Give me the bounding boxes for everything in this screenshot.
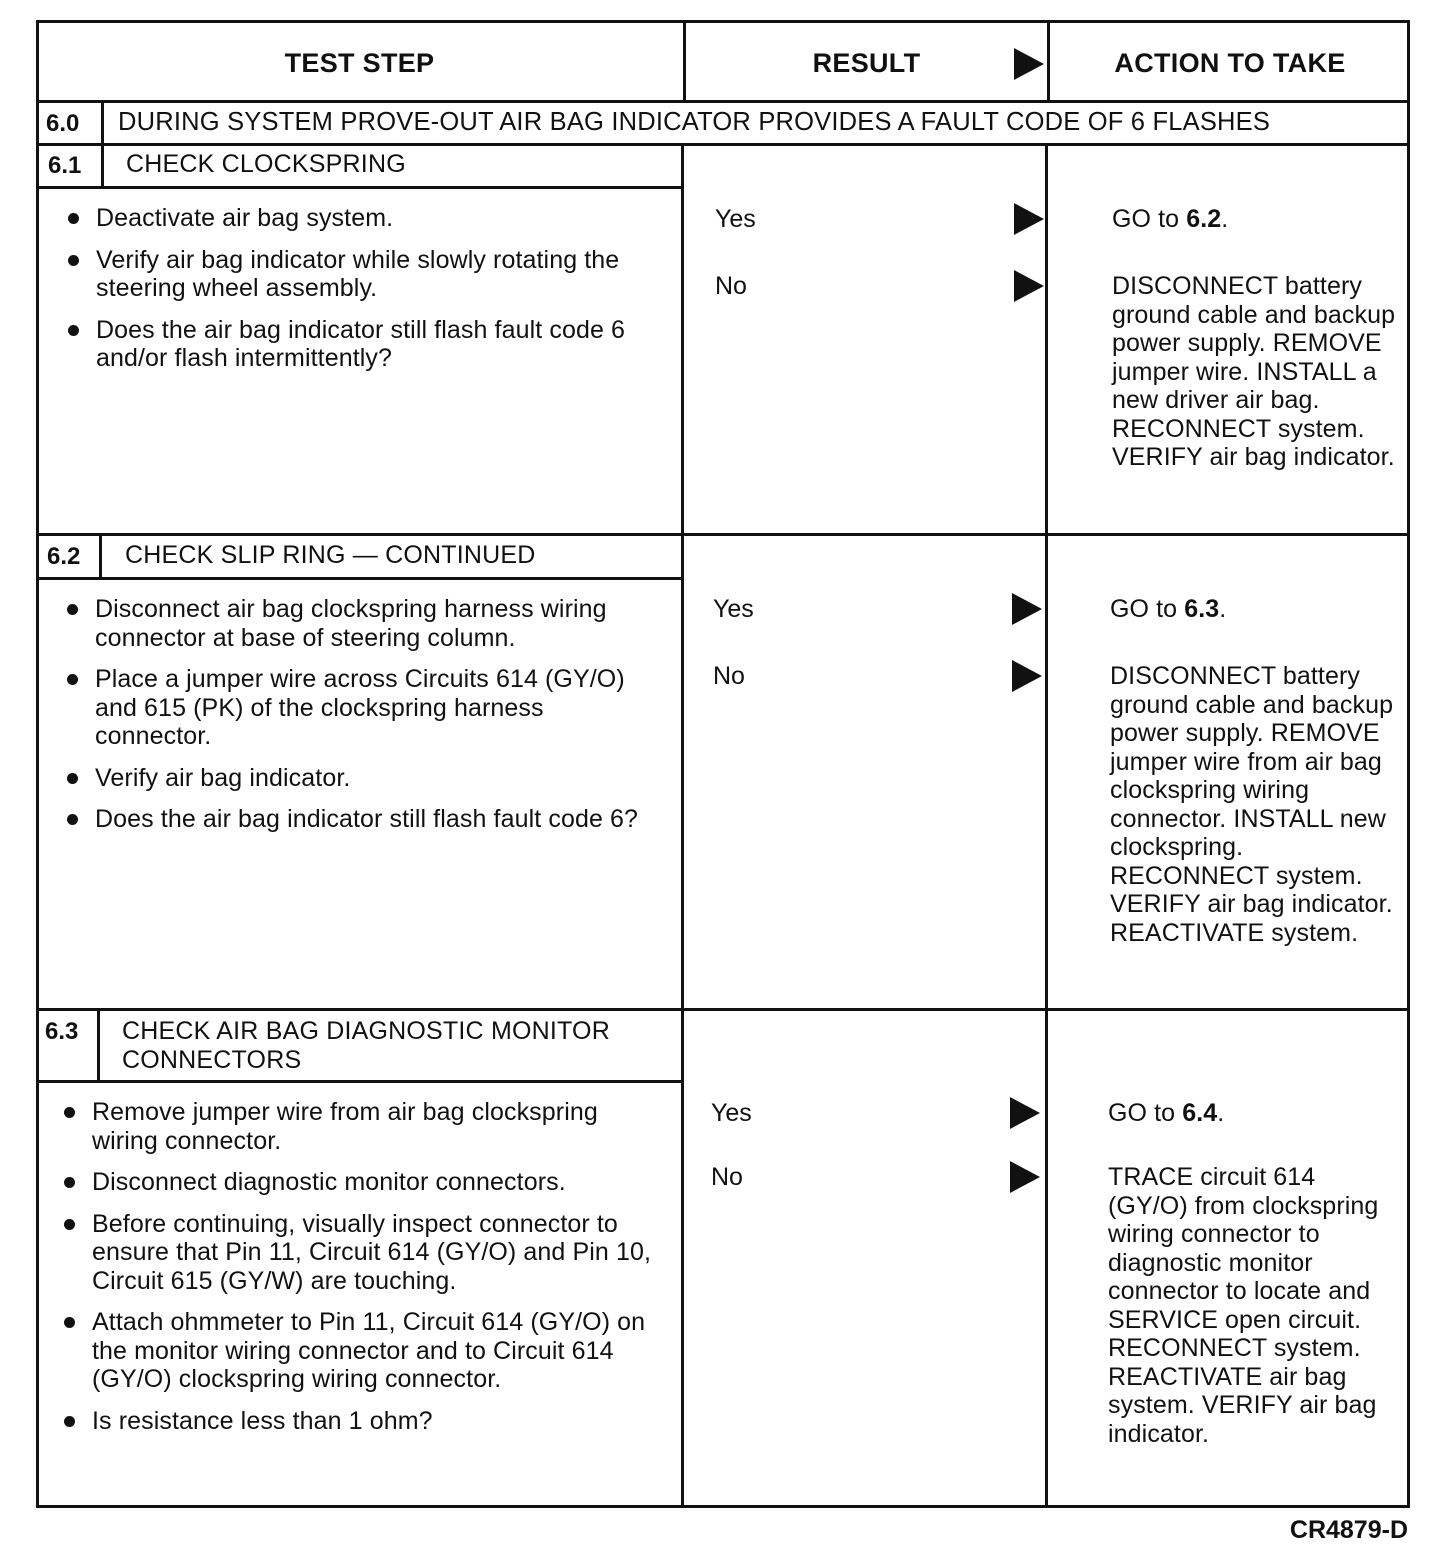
section-number-divider xyxy=(101,100,104,146)
step-6-3-number: 6.3 xyxy=(45,1018,79,1045)
step-6-2-bullets xyxy=(65,595,655,847)
section-divider xyxy=(36,143,1410,146)
step-6-2-bottom-divider xyxy=(36,1008,1410,1011)
step-6-3-bullet-2: Disconnect diagnostic monitor connectors. xyxy=(62,1168,662,1197)
step-6-3-bullet-3: Before continuing, visually inspect connector to ensure that Pin 11, Circuit 614 (GY/O) and Pin 10, Circuit 615 (GY/W) are touching. xyxy=(62,1210,662,1296)
step-6-1-no-label: No xyxy=(715,272,747,300)
step-6-3-title-divider xyxy=(36,1080,683,1083)
body-col-divider-2 xyxy=(1045,143,1048,1508)
step-6-1-yes-arrow-icon xyxy=(1014,203,1044,235)
step-6-1-yes-action: GO to 6.2. xyxy=(1112,205,1229,233)
step-6-2-number-divider xyxy=(99,533,102,579)
step-6-2-bullet-1: Disconnect air bag clockspring harness wiring connector at base of steering column. xyxy=(65,595,655,652)
step-6-2-bullet-2: Place a jumper wire across Circuits 614 (GY/O) and 615 (PK) of the clockspring harness connector. xyxy=(65,665,655,751)
step-6-1-bullet-2: Verify air bag indicator while slowly rotating the steering wheel assembly. xyxy=(66,246,656,303)
section-title: DURING SYSTEM PROVE-OUT AIR BAG INDICATOR PROVIDES A FAULT CODE OF 6 FLASHES xyxy=(118,108,1271,136)
header-arrow-icon xyxy=(1014,48,1044,80)
step-6-3-bullet-5: Is resistance less than 1 ohm? xyxy=(62,1407,662,1436)
step-6-3-bullets xyxy=(62,1098,662,1448)
step-6-3-yes-action: GO to 6.4. xyxy=(1108,1099,1225,1127)
step-6-1-no-arrow-icon xyxy=(1014,270,1044,302)
header-result: RESULT xyxy=(812,48,921,78)
step-6-1-number-divider xyxy=(101,143,104,189)
step-6-3-number-divider xyxy=(97,1008,100,1083)
header-action: ACTION TO TAKE xyxy=(1114,48,1346,78)
step-6-1-bullet-1: Deactivate air bag system. xyxy=(66,204,656,233)
step-6-2-title-divider xyxy=(36,577,683,580)
step-6-2-bullet-3: Verify air bag indicator. xyxy=(65,764,655,793)
header-divider xyxy=(36,100,1410,103)
step-6-1-no-action: DISCONNECT battery ground cable and backup power supply. REMOVE jumper wire. INSTALL a new driver air bag. RECONNECT system. VERIFY air bag indicator. xyxy=(1112,272,1396,471)
step-6-2-bullet-4: Does the air bag indicator still flash fault code 6? xyxy=(65,805,655,834)
step-6-2-no-arrow-icon xyxy=(1012,660,1042,692)
step-6-2-title: CHECK SLIP RING — CONTINUED xyxy=(125,541,536,569)
step-6-1-bullet-3: Does the air bag indicator still flash fault code 6 and/or flash intermittently? xyxy=(66,316,656,373)
step-6-1-title: CHECK CLOCKSPRING xyxy=(126,150,406,178)
section-number: 6.0 xyxy=(46,110,80,137)
step-6-3-no-arrow-icon xyxy=(1010,1161,1040,1193)
step-6-2-number: 6.2 xyxy=(47,543,81,570)
step-6-1-bullets xyxy=(66,204,656,386)
step-6-2-no-action: DISCONNECT battery ground cable and backup power supply. REMOVE jumper wire from air bag clockspring wiring connector. INSTALL new clockspring. RECONNECT system. VERIFY air bag indicator. REACTIVATE system. xyxy=(1110,662,1394,947)
step-6-3-no-label: No xyxy=(711,1163,743,1191)
step-6-1-number: 6.1 xyxy=(48,152,82,179)
step-6-3-yes-arrow-icon xyxy=(1010,1097,1040,1129)
step-6-3-yes-label: Yes xyxy=(711,1099,752,1127)
step-6-3-bullet-1: Remove jumper wire from air bag clockspring wiring connector. xyxy=(62,1098,662,1155)
body-col-divider-1 xyxy=(681,143,684,1508)
figure-code: CR4879-D xyxy=(1289,1516,1408,1544)
step-6-3-no-action: TRACE circuit 614 (GY/O) from clockspring wiring connector to diagnostic monitor connector to locate and SERVICE open circuit. RECONNECT system. REACTIVATE air bag system. VERIFY air bag indicator. xyxy=(1108,1163,1379,1448)
step-6-1-title-divider xyxy=(36,186,683,189)
header-test-step: TEST STEP xyxy=(284,48,435,78)
step-6-3-bullet-4: Attach ohmmeter to Pin 11, Circuit 614 (GY/O) on the monitor wiring connector and to Circuit 614 (GY/O) clockspring wiring connector. xyxy=(62,1308,662,1394)
step-6-1-bottom-divider xyxy=(36,533,1410,536)
step-6-2-yes-label: Yes xyxy=(713,595,754,623)
step-6-2-no-label: No xyxy=(713,662,745,690)
step-6-2-yes-arrow-icon xyxy=(1012,593,1042,625)
step-6-1-yes-label: Yes xyxy=(715,205,756,233)
step-6-3-title: CHECK AIR BAG DIAGNOSTIC MONITOR CONNECTORS xyxy=(122,1017,610,1074)
step-6-2-yes-action: GO to 6.3. xyxy=(1110,595,1227,623)
